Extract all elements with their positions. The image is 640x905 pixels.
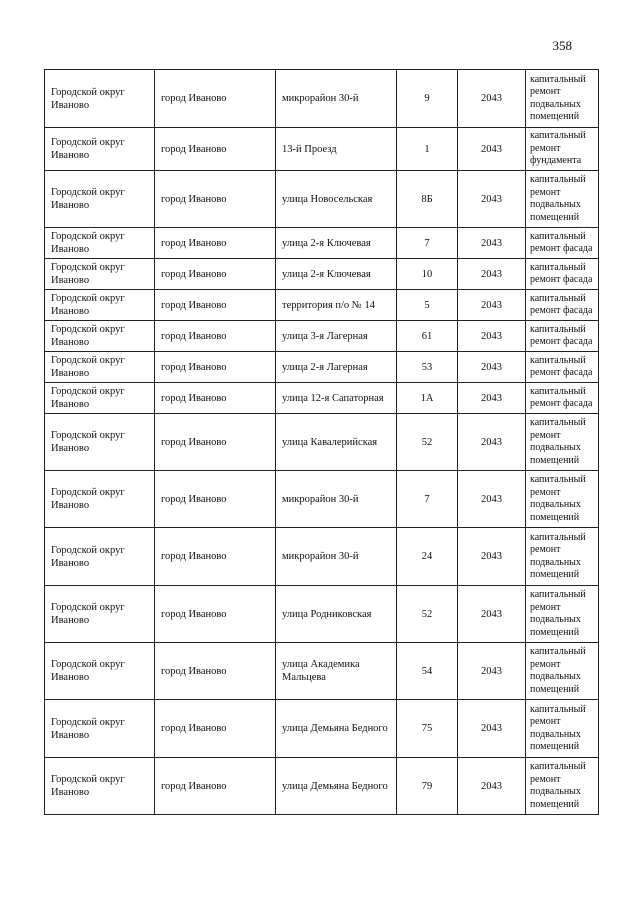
table-row — [45, 321, 599, 352]
year-cell: 2043 — [458, 471, 526, 528]
year-cell: 2043 — [458, 70, 526, 128]
repair-schedule-table — [44, 69, 599, 815]
house-number-cell: 8Б — [397, 171, 458, 228]
year-cell: 2043 — [458, 290, 526, 321]
table-row — [45, 643, 599, 700]
work-type-cell: капитальный ремонт фасада — [526, 321, 599, 352]
year-cell: 2043 — [458, 171, 526, 228]
work-type-cell: капитальный ремонт подвальных помещений — [526, 171, 599, 228]
district-cell: Городской округ Иваново — [45, 352, 155, 383]
work-type-cell: капитальный ремонт подвальных помещений — [526, 586, 599, 643]
work-type-cell: капитальный ремонт фундамента — [526, 128, 599, 171]
street-cell: микрорайон 30-й — [276, 528, 397, 586]
district-cell: Городской округ Иваново — [45, 383, 155, 414]
district-cell: Городской округ Иваново — [45, 528, 155, 586]
city-cell: город Иваново — [155, 700, 276, 758]
street-cell: улица 2-я Ключевая — [276, 228, 397, 259]
work-type-cell: капитальный ремонт фасада — [526, 383, 599, 414]
table-row — [45, 383, 599, 414]
work-type-cell: капитальный ремонт подвальных помещений — [526, 414, 599, 471]
work-type-cell: капитальный ремонт подвальных помещений — [526, 471, 599, 528]
house-number-cell: 10 — [397, 259, 458, 290]
house-number-cell: 7 — [397, 228, 458, 259]
city-cell: город Иваново — [155, 643, 276, 700]
city-cell: город Иваново — [155, 758, 276, 815]
table-row — [45, 414, 599, 471]
city-cell: город Иваново — [155, 352, 276, 383]
year-cell: 2043 — [458, 528, 526, 586]
work-type-cell: капитальный ремонт фасада — [526, 228, 599, 259]
house-number-cell: 1А — [397, 383, 458, 414]
house-number-cell: 24 — [397, 528, 458, 586]
district-cell: Городской округ Иваново — [45, 471, 155, 528]
year-cell: 2043 — [458, 228, 526, 259]
table-body — [45, 70, 599, 815]
street-cell: улица Родниковская — [276, 586, 397, 643]
year-cell: 2043 — [458, 128, 526, 171]
city-cell: город Иваново — [155, 321, 276, 352]
table-row — [45, 471, 599, 528]
house-number-cell: 75 — [397, 700, 458, 758]
city-cell: город Иваново — [155, 228, 276, 259]
table-row — [45, 290, 599, 321]
city-cell: город Иваново — [155, 528, 276, 586]
street-cell: улица 2-я Лагерная — [276, 352, 397, 383]
house-number-cell: 52 — [397, 586, 458, 643]
work-type-cell: капитальный ремонт фасада — [526, 259, 599, 290]
district-cell: Городской округ Иваново — [45, 700, 155, 758]
house-number-cell: 61 — [397, 321, 458, 352]
year-cell: 2043 — [458, 352, 526, 383]
street-cell: улица 3-я Лагерная — [276, 321, 397, 352]
house-number-cell: 54 — [397, 643, 458, 700]
street-cell: улица 2-я Ключевая — [276, 259, 397, 290]
table-row — [45, 128, 599, 171]
district-cell: Городской округ Иваново — [45, 171, 155, 228]
table-row — [45, 528, 599, 586]
city-cell: город Иваново — [155, 70, 276, 128]
work-type-cell: капитальный ремонт подвальных помещений — [526, 700, 599, 758]
district-cell: Городской округ Иваново — [45, 758, 155, 815]
house-number-cell: 52 — [397, 414, 458, 471]
street-cell: территория п/о № 14 — [276, 290, 397, 321]
house-number-cell: 1 — [397, 128, 458, 171]
table-row — [45, 352, 599, 383]
street-cell: 13-й Проезд — [276, 128, 397, 171]
district-cell: Городской округ Иваново — [45, 414, 155, 471]
table-row — [45, 171, 599, 228]
table-row — [45, 586, 599, 643]
district-cell: Городской округ Иваново — [45, 128, 155, 171]
year-cell: 2043 — [458, 414, 526, 471]
work-type-cell: капитальный ремонт фасада — [526, 290, 599, 321]
house-number-cell: 53 — [397, 352, 458, 383]
house-number-cell: 7 — [397, 471, 458, 528]
year-cell: 2043 — [458, 758, 526, 815]
table-row — [45, 758, 599, 815]
city-cell: город Иваново — [155, 414, 276, 471]
district-cell: Городской округ Иваново — [45, 290, 155, 321]
table-row — [45, 259, 599, 290]
street-cell: микрорайон 30-й — [276, 70, 397, 128]
year-cell: 2043 — [458, 383, 526, 414]
work-type-cell: капитальный ремонт подвальных помещений — [526, 758, 599, 815]
street-cell: улица Новосельская — [276, 171, 397, 228]
year-cell: 2043 — [458, 700, 526, 758]
work-type-cell: капитальный ремонт подвальных помещений — [526, 643, 599, 700]
city-cell: город Иваново — [155, 471, 276, 528]
district-cell: Городской округ Иваново — [45, 643, 155, 700]
city-cell: город Иваново — [155, 259, 276, 290]
year-cell: 2043 — [458, 259, 526, 290]
house-number-cell: 79 — [397, 758, 458, 815]
city-cell: город Иваново — [155, 171, 276, 228]
house-number-cell: 9 — [397, 70, 458, 128]
work-type-cell: капитальный ремонт подвальных помещений — [526, 70, 599, 128]
street-cell: улица Демьяна Бедного — [276, 758, 397, 815]
work-type-cell: капитальный ремонт подвальных помещений — [526, 528, 599, 586]
work-type-cell: капитальный ремонт фасада — [526, 352, 599, 383]
city-cell: город Иваново — [155, 290, 276, 321]
district-cell: Городской округ Иваново — [45, 321, 155, 352]
city-cell: город Иваново — [155, 128, 276, 171]
year-cell: 2043 — [458, 643, 526, 700]
district-cell: Городской округ Иваново — [45, 228, 155, 259]
street-cell: улица 12-я Сапаторная — [276, 383, 397, 414]
district-cell: Городской округ Иваново — [45, 586, 155, 643]
street-cell: улица Академика Мальцева — [276, 643, 397, 700]
table-row — [45, 70, 599, 128]
city-cell: город Иваново — [155, 586, 276, 643]
year-cell: 2043 — [458, 321, 526, 352]
district-cell: Городской округ Иваново — [45, 259, 155, 290]
street-cell: микрорайон 30-й — [276, 471, 397, 528]
house-number-cell: 5 — [397, 290, 458, 321]
street-cell: улица Кавалерийская — [276, 414, 397, 471]
street-cell: улица Демьяна Бедного — [276, 700, 397, 758]
table-row — [45, 700, 599, 758]
district-cell: Городской округ Иваново — [45, 70, 155, 128]
page-number: 358 — [552, 38, 572, 53]
table-row — [45, 228, 599, 259]
city-cell: город Иваново — [155, 383, 276, 414]
year-cell: 2043 — [458, 586, 526, 643]
